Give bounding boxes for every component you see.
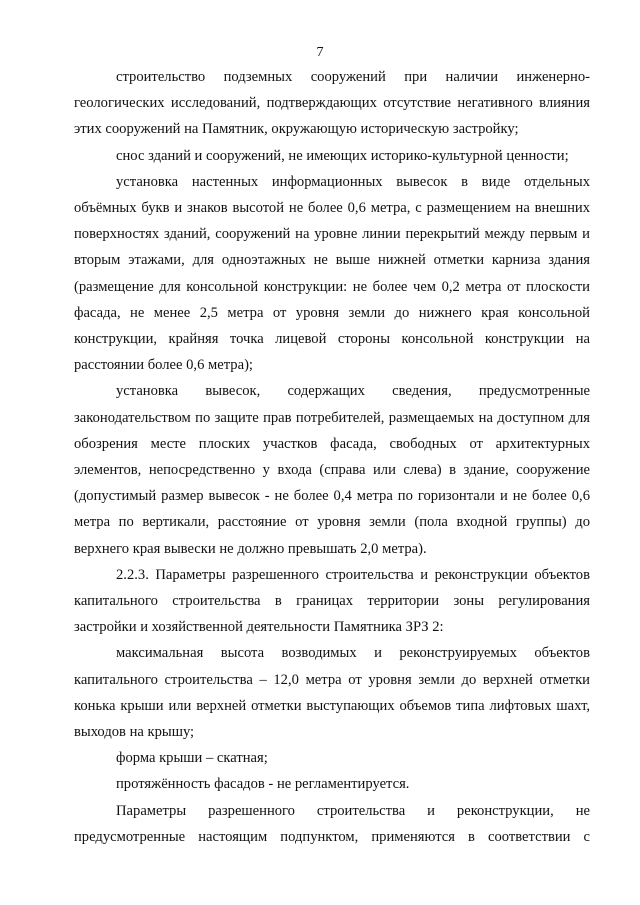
paragraph-demolition: снос зданий и сооружений, не имеющих историко-культурной ценности;	[116, 147, 569, 164]
paragraph-max-height: максимальная высота возводимых и реконструируемых объектов капитального строительства – 12,0 метра от уровня земли до верхней отметки конька крыши или верхней отметки выступающих объемов типа лифтовых шахт, выходов на крышу;	[74, 645, 590, 741]
paragraph-other-parameters: Параметры разрешенного строительства и реконструкции, не предусмотренные настоящим подпунктом, применяются в соответствии с	[74, 802, 590, 845]
paragraph-consumer-signs: установка вывесок, содержащих сведения, предусмотренные законодательством по защите прав потребителей, размещаемых на доступном для обозрения месте плоских участков фасада, свободных от архитектурных элементов, непосредственно у входа (справа или слева) в здание, сооружение (допустимый размер вывесок - не более 0,4 метра по горизонтали и не более 0,6 метра по вертикали, расстояние от уровня земли (пола входной группы) до верхнего края вывески не должно превышать 2,0 метра).	[74, 383, 590, 557]
paragraph-wall-signs: установка настенных информационных вывесок в виде отдельных объёмных букв и знаков высотой не более 0,6 метра, с размещением на внешних поверхностях зданий, сооружений на уровне линии перекрытий между первым и вторым этажами, для одноэтажных не выше нижней отметки карниза здания (размещение для консольной конструкции: не более чем 0,2 метра от плоскости фасада, не менее 2,5 метра от уровня земли до нижнего края консольной конструкции, крайняя точка лицевой стороны консольной конструкции на расстоянии более 0,6 метра);	[74, 173, 590, 374]
page-number: 7	[316, 45, 324, 60]
paragraph-underground-construction: строительство подземных сооружений при наличии инженерно-геологических исследований, подтверждающих отсутствие негативного влияния этих сооружений на Памятник, окружающую историческую застройку;	[74, 69, 590, 138]
paragraph-facade-length: протяжённость фасадов - не регламентируется.	[116, 776, 410, 793]
document-body	[74, 64, 590, 850]
paragraph-roof-form: форма крыши – скатная;	[116, 750, 268, 767]
paragraph-section-2-2-3: 2.2.3. Параметры разрешенного строительства и реконструкции объектов капитального строительства в границах территории зоны регулирования застройки и хозяйственной деятельности Памятника ЗРЗ 2:	[74, 566, 590, 636]
